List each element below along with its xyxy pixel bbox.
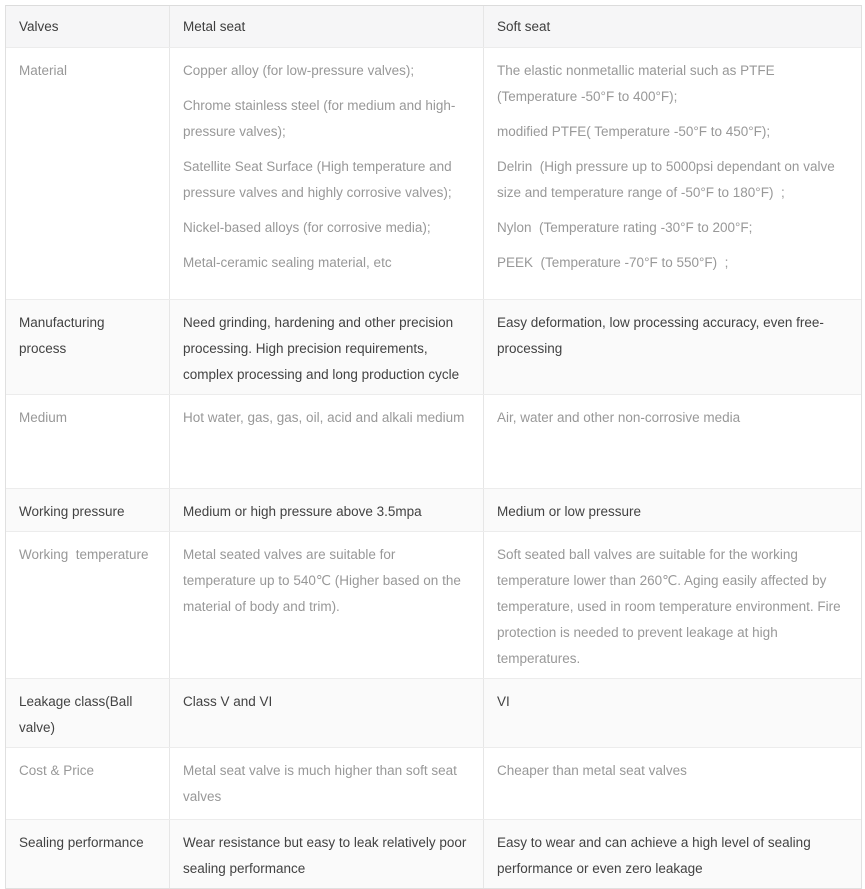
- soft-seat-cell: [483, 300, 861, 394]
- row-label: Cost & Price: [19, 763, 95, 778]
- cell-paragraph: Need grinding, hardening and other precision processing. High precision requirements, complex processing and long production cycle: [183, 315, 460, 382]
- metal-seat-cell: [169, 532, 483, 678]
- table-row-material: [6, 47, 861, 299]
- soft-seat-cell: [483, 532, 861, 678]
- table-row-sealing-performance: [6, 819, 861, 888]
- header-metal-seat: Metal seat: [169, 6, 483, 47]
- soft-seat-cell: [483, 395, 861, 488]
- table-row-cost-price: [6, 747, 861, 819]
- row-label-cell: [6, 489, 169, 531]
- cell-paragraph: Metal seated valves are suitable for temperature up to 540℃ (Higher based on the material of body and trim).: [183, 547, 461, 614]
- cell-paragraph: Delrin (High pressure up to 5000psi dependant on valve size and temperature range of -50°F to 180°F) ;: [497, 159, 835, 200]
- table-row-leakage-class: [6, 678, 861, 747]
- header-soft-seat: Soft seat: [483, 6, 861, 47]
- cell-paragraph: Medium or low pressure: [497, 504, 642, 519]
- cell-paragraph: Easy deformation, low processing accuracy, even free-processing: [497, 315, 824, 356]
- cell-paragraph: PEEK (Temperature -70°F to 550°F) ;: [497, 255, 729, 270]
- metal-seat-cell: [169, 300, 483, 394]
- soft-seat-cell: [483, 748, 861, 819]
- row-label-cell: [6, 48, 169, 299]
- soft-seat-cell: [483, 820, 861, 888]
- soft-seat-cell: [483, 48, 861, 299]
- row-label: Working pressure: [19, 504, 125, 519]
- table-row-medium: [6, 394, 861, 488]
- row-label-cell: [6, 300, 169, 394]
- soft-seat-cell: [483, 679, 861, 747]
- row-label: Working temperature: [19, 547, 149, 562]
- row-label-cell: [6, 395, 169, 488]
- metal-seat-cell: [169, 489, 483, 531]
- row-label: Sealing performance: [19, 835, 144, 850]
- metal-seat-cell: [169, 48, 483, 299]
- metal-seat-cell: [169, 395, 483, 488]
- metal-seat-cell: [169, 748, 483, 819]
- cell-paragraph: Metal seat valve is much higher than soft seat valves: [183, 763, 457, 804]
- metal-seat-cell: [169, 679, 483, 747]
- metal-seat-cell: [169, 820, 483, 888]
- row-label-cell: [6, 679, 169, 747]
- row-label: Leakage class(Ball valve): [19, 694, 133, 735]
- cell-paragraph: The elastic nonmetallic material such as PTFE (Temperature -50°F to 400°F);: [497, 63, 779, 104]
- cell-paragraph: Medium or high pressure above 3.5mpa: [183, 504, 422, 519]
- row-label-cell: [6, 532, 169, 678]
- valve-seat-comparison-table: [5, 5, 862, 889]
- table-header-row: [6, 6, 861, 47]
- table-row-working-temperature: [6, 531, 861, 678]
- row-label-cell: [6, 820, 169, 888]
- cell-paragraph: Metal-ceramic sealing material, etc: [183, 255, 392, 270]
- cell-paragraph: modified PTFE( Temperature -50°F to 450°F);: [497, 124, 771, 139]
- table-row-working-pressure: [6, 488, 861, 531]
- cell-paragraph: Easy to wear and can achieve a high level of sealing performance or even zero leakage: [497, 835, 811, 876]
- row-label-cell: [6, 748, 169, 819]
- row-label: Medium: [19, 410, 68, 425]
- cell-paragraph: Copper alloy (for low-pressure valves);: [183, 63, 415, 78]
- row-label: Manufacturing process: [19, 315, 109, 356]
- cell-paragraph: Soft seated ball valves are suitable for the working temperature lower than 260℃. Aging easily affected by temperature, used in room temperature environment. Fire protection is needed to prevent leakage at high temperatures.: [497, 547, 841, 666]
- cell-paragraph: Chrome stainless steel (for medium and high-pressure valves);: [183, 98, 456, 139]
- cell-paragraph: Class V and VI: [183, 694, 273, 709]
- table-row-manufacturing-process: [6, 299, 861, 394]
- cell-paragraph: Satellite Seat Surface (High temperature and pressure valves and highly corrosive valves);: [183, 159, 452, 200]
- header-valves: Valves: [19, 19, 59, 34]
- cell-paragraph: Hot water, gas, gas, oil, acid and alkali medium: [183, 410, 465, 425]
- cell-paragraph: VI: [497, 694, 510, 709]
- cell-paragraph: Nylon (Temperature rating -30°F to 200°F;: [497, 220, 753, 235]
- cell-paragraph: Cheaper than metal seat valves: [497, 763, 687, 778]
- cell-paragraph: Wear resistance but easy to leak relatively poor sealing performance: [183, 835, 467, 876]
- cell-paragraph: Nickel-based alloys (for corrosive media);: [183, 220, 431, 235]
- soft-seat-cell: [483, 489, 861, 531]
- cell-paragraph: Air, water and other non-corrosive media: [497, 410, 741, 425]
- row-label: Material: [19, 63, 68, 78]
